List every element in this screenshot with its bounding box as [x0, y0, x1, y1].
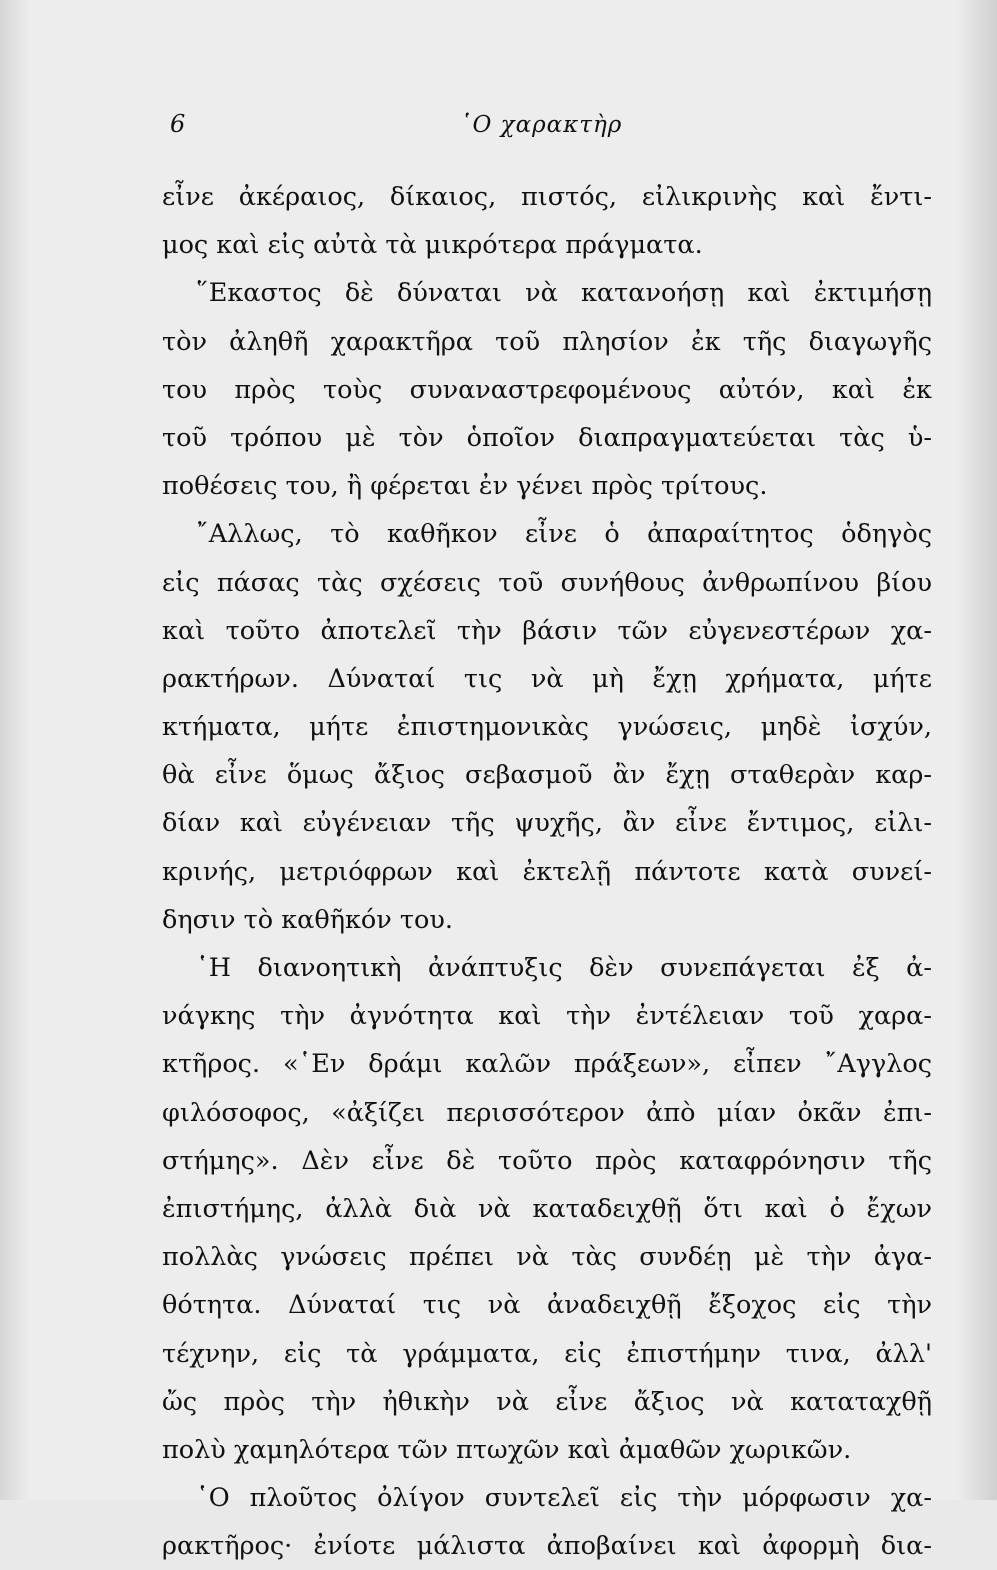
text-line: πολὺ χαμηλότερα τῶν πτωχῶν καὶ ἀμαθῶν χωρικῶν. [162, 1434, 852, 1465]
body-text [162, 173, 932, 1570]
running-title: ῾Ο χαρακτὴρ [460, 112, 623, 138]
text-line: δίαν καὶ εὐγένειαν τῆς ψυχῆς, ἂν εἶνε ἔντιμος, εἰλι- [162, 808, 932, 839]
text-line: ῞Εκαστος δὲ δύναται νὰ κατανοήσῃ καὶ ἐκτιμήσῃ [196, 278, 932, 309]
text-line: ῾Ο πλοῦτος ὀλίγον συντελεῖ εἰς τὴν μόρφωσιν χα- [196, 1483, 932, 1514]
text-line: ῎Αλλως, τὸ καθῆκον εἶνε ὁ ἀπαραίτητος ὁδηγὸς [196, 519, 932, 550]
text-line: του πρὸς τοὺς συναναστρεφομένους αὐτόν, καὶ ἐκ [162, 374, 932, 405]
text-line: τὸν ἀληθῆ χαρακτῆρα τοῦ πλησίον ἐκ τῆς διαγωγῆς [162, 326, 932, 357]
text-line: ρακτήρων. Δύναταί τις νὰ μὴ ἔχῃ χρήματα, μήτε [162, 663, 932, 694]
text-line: κτῆρος. «῾Εν δράμι καλῶν πράξεων», εἶπεν ῎Αγγλος [162, 1049, 932, 1080]
text-line: τέχνην, εἰς τὰ γράμματα, εἰς ἐπιστήμην τινα, ἀλλ' [162, 1338, 932, 1369]
text-line: ποθέσεις του, ἢ φέρεται ἐν γένει πρὸς τρίτους. [162, 471, 768, 502]
text-line: ἐπιστήμης, ἀλλὰ διὰ νὰ καταδειχθῇ ὅτι καὶ ὁ ἔχων [162, 1193, 932, 1224]
text-line: κρινής, μετριόφρων καὶ ἐκτελῇ πάντοτε κατὰ συνεί- [162, 856, 932, 887]
text-line: θότητα. Δύναταί τις νὰ ἀναδειχθῇ ἔξοχος εἰς τὴν [162, 1290, 932, 1321]
text-line: εἶνε ἀκέραιος, δίκαιος, πιστός, εἰλικρινὴς καὶ ἔντι- [162, 182, 932, 212]
page-number: 6 [170, 110, 186, 138]
text-line: φιλόσοφος, «ἀξίζει περισσότερον ἀπὸ μίαν ὀκᾶν ἐπι- [162, 1097, 932, 1128]
text-line: εἰς πάσας τὰς σχέσεις τοῦ συνήθους ἀνθρωπίνου βίου [162, 567, 932, 598]
text-line: τοῦ τρόπου μὲ τὸν ὁποῖον διαπραγματεύεται τὰς ὑ- [162, 422, 932, 453]
text-line: στήμης». Δὲν εἶνε δὲ τοῦτο πρὸς καταφρόνησιν τῆς [162, 1145, 932, 1176]
text-line: ῾Η διανοητικὴ ἀνάπτυξις δὲν συνεπάγεται ἐξ ἀ- [196, 953, 932, 983]
text-line: νάγκης τὴν ἀγνότητα καὶ τὴν ἐντέλειαν τοῦ χαρα- [162, 1001, 932, 1032]
page-header [170, 110, 930, 150]
text-line: καὶ τοῦτο ἀποτελεῖ τὴν βάσιν τῶν εὐγενεστέρων χα- [162, 615, 932, 646]
text-line: μος καὶ εἰς αὐτὰ τὰ μικρότερα πράγματα. [162, 230, 703, 261]
text-line: ρακτῆρος· ἐνίοτε μάλιστα ἀποβαίνει καὶ ἀφορμὴ δια- [162, 1531, 932, 1562]
text-line: δησιν τὸ καθῆκόν του. [162, 904, 453, 935]
text-line: πολλὰς γνώσεις πρέπει νὰ τὰς συνδέῃ μὲ τὴν ἀγα- [162, 1242, 932, 1273]
text-line: θὰ εἶνε ὅμως ἄξιος σεβασμοῦ ἂν ἔχῃ σταθερὰν καρ- [162, 760, 932, 791]
text-line: κτήματα, μήτε ἐπιστημονικὰς γνώσεις, μηδὲ ἰσχύν, [162, 712, 932, 743]
text-line: ὤς πρὸς τὴν ἠθικὴν νὰ εἶνε ἄξιος νὰ καταταχθῇ [162, 1386, 932, 1417]
